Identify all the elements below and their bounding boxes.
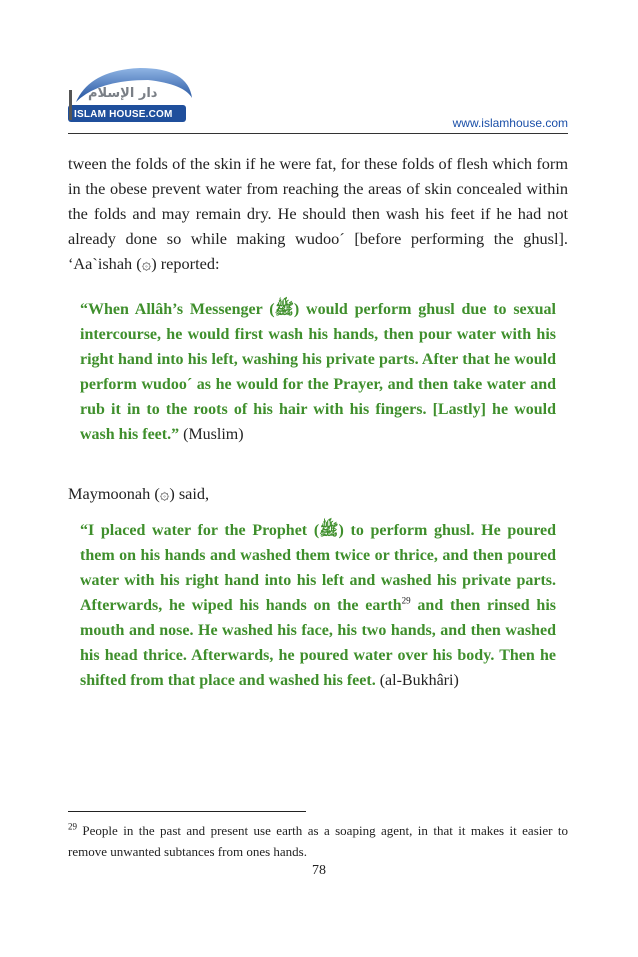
logo-arabic-text: دار الإسلام [88, 86, 158, 101]
footnote [68, 820, 568, 862]
islamhouse-logo [68, 60, 198, 130]
footnote-text: People in the past and present use earth as a soaping agent, in that it makes it easier to remove unwanted subtances from ones hands. [68, 823, 568, 859]
quote-source: (Muslim) [183, 426, 244, 443]
logo-text: ISLAM HOUSE.COM [74, 109, 173, 120]
body-paragraph: tween the folds of the skin if he were fat, for these folds of flesh which form in the obese prevent water from reaching the areas of skin concealed within the folds and may remain dry. He should then wash his feet if he had not already done so while making wudoo´ [before performing the ghusl]. ‘Aa`ishah (۞) reported: [68, 154, 568, 273]
page-header [68, 60, 568, 134]
quote-text-continued: and then rinsed his mouth and nose. He washed his face, his two hands, and then washed his head thrice. Afterwards, he poured water over his body. Then he shifted from that place and washed his feet. [80, 597, 557, 689]
page-number: 78 [312, 863, 326, 878]
footnote-divider [68, 811, 306, 812]
header-divider [68, 133, 568, 134]
footnote-reference[interactable]: 29 [401, 595, 411, 606]
body-paragraph: Maymoonah (۞) said, [68, 484, 210, 503]
hadith-quote [80, 297, 556, 447]
hadith-quote [80, 518, 556, 693]
quote-text: “When Allâh’s Messenger (ﷺ) would perform ghusl due to sexual intercourse, he would first wash his hands, then pour water with his right hand into his left, washing his private parts. After that he would perform wudoo´ as he would for the Prayer, and then take water and rub it in to the roots of his hair with his fingers. [Lastly] he would wash his feet.” [80, 301, 557, 443]
quote-text: “I placed water for the Prophet (ﷺ) to perform ghusl. He poured them on his hands and washed them twice or thrice, and then poured water with his right hand into his left and washed his private parts. Afterwards, he wiped his hands on the earth [80, 522, 557, 614]
footnote-number: 29 [68, 821, 77, 832]
site-url-link[interactable]: www.islamhouse.com [452, 116, 568, 130]
quote-source: (al-Bukhâri) [379, 672, 459, 689]
